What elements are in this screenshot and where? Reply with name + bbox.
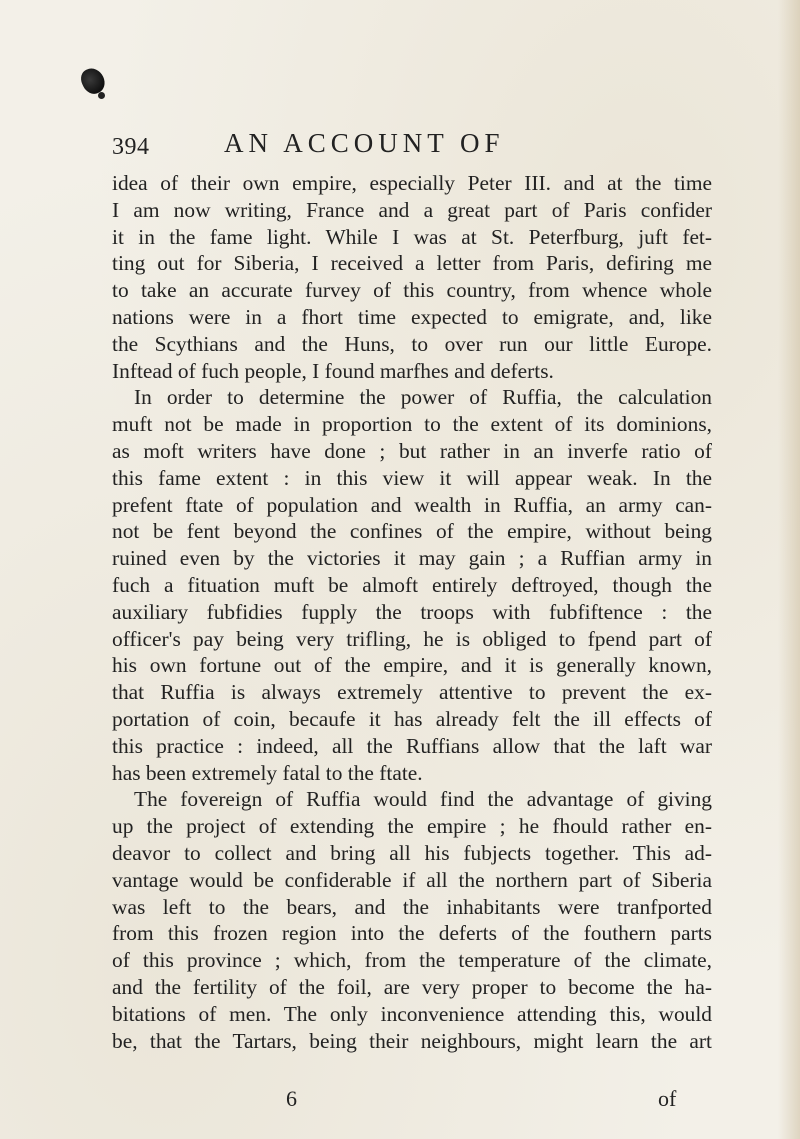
catchword: of [658,1086,677,1111]
text-line: the Scythians and the Huns, to over run our little Europe. [112,331,712,356]
text-line: and the fertility of the foil, are very proper to become the ha- [112,974,712,999]
text-line: be, that the Tartars, being their neighbours, might learn the art [112,1028,712,1053]
text-line: The fovereign of Ruffia would find the advantage of giving [134,787,712,812]
text-line: his own fortune out of the empire, and it is generally known, [112,653,712,678]
text-line: that Ruffia is always extremely attentive to prevent the ex- [112,680,712,705]
text-line: up the project of extending the empire ; he fhould rather en- [112,814,712,839]
text-line: as moft writers have done ; but rather in an inverfe ratio of [112,438,712,463]
ink-spot [98,92,105,99]
text-line: muft not be made in proportion to the extent of its dominions, [112,412,712,437]
text-line: prefent ftate of population and wealth in Ruffia, an army can- [112,492,712,517]
text-line: has been extremely fatal to the ftate. [112,760,423,785]
text-line: Inftead of fuch people, I found marfhes and deferts. [112,358,554,383]
signature-mark: 6 [286,1086,297,1111]
text-line: bitations of men. The only inconvenience attending this, would [112,1001,712,1026]
text-line: this practice : indeed, all the Ruffians allow that the laft war [112,733,712,758]
text-line: to take an accurate furvey of this country, from whence whole [112,278,712,303]
text-line: this fame extent : in this view it will appear weak. In the [112,465,712,490]
text-line: ruined even by the victories it may gain ; a Ruffian army in [112,546,712,571]
text-line: officer's pay being very trifling, he is obliged to fpend part of [112,626,712,651]
text-line: was left to the bears, and the inhabitants were tranfported [112,894,712,919]
page-edge-shadow [778,0,800,1139]
text-line: deavor to collect and bring all his fubjects together. This ad- [112,840,712,865]
text-line: portation of coin, becaufe it has already felt the ill effects of [112,706,712,731]
text-line: ting out for Siberia, I received a letter from Paris, defiring me [112,251,712,276]
text-line: of this province ; which, from the temperature of the climate, [112,948,712,973]
text-line: from this frozen region into the deferts of the fouthern parts [112,921,712,946]
body-text [112,170,712,1054]
running-head: AN ACCOUNT OF [224,128,505,158]
text-line: not be fent beyond the confines of the empire, without being [112,519,712,544]
page-number: 394 [112,134,150,160]
text-line: vantage would be confiderable if all the northern part of Siberia [112,867,712,892]
text-line: idea of their own empire, especially Peter III. and at the time [112,171,712,195]
text-line: fuch a fituation muft be almoft entirely deftroyed, though the [112,572,712,597]
page-header [0,128,800,168]
text-line: In order to determine the power of Ruffia, the calculation [134,385,712,410]
text-line: nations were in a fhort time expected to emigrate, and, like [112,304,712,329]
text-line: it in the fame light. While I was at St. Peterfburg, juft fet- [112,224,712,249]
text-line: auxiliary fubfidies fupply the troops with fubfiftence : the [112,599,712,624]
text-line: I am now writing, France and a great part of Paris confider [112,197,712,222]
page-footer [0,1086,800,1116]
